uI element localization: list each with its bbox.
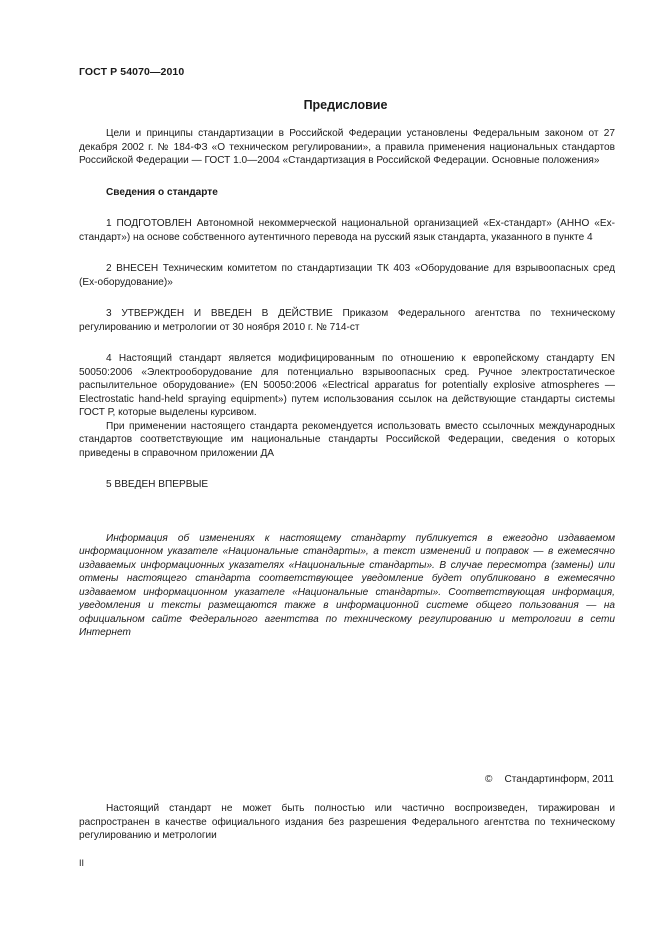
- amendments-info-paragraph: Информация об изменениях к настоящему стандарту публикуется в ежегодно издаваемом информационном указателе «Национальные стандарты», а текст изменений и поправок — в ежемесячно издаваемых информационных указателях «Национальные стандарты». В случае пересмотра (замены) или отмены настоящего стандарта соответствующее уведомление будет опубликовано в ежемесячно издаваемом информационном указателе «Национальные стандарты». Соответствующая информация, уведомления и тексты размещаются также в информационной системе общего пользования — на официальном сайте Федерального агентства по техническому регулированию и метрологии в сети Интернет: [79, 532, 615, 638]
- page-number: II: [79, 858, 85, 868]
- intro-paragraph: Цели и принципы стандартизации в Российской Федерации установлены Федеральным законом от 27 декабря 2002 г. № 184-ФЗ «О техническом регулировании», а правила применения национальных стандартов Российской Федерации — ГОСТ 1.0—2004 «Стандартизация в Российской Федерации. Основные положения»: [79, 128, 615, 166]
- copyright-text: Стандартинформ, 2011: [504, 774, 614, 785]
- page-title: Предисловие: [303, 98, 388, 112]
- item-5-paragraph: 5 ВВЕДЕН ВПЕРВЫЕ: [106, 479, 209, 490]
- item-4-continuation: При применении настоящего стандарта рекомендуется использовать вместо ссылочных международных стандартов соответствующие им национальные стандарты Российской Федерации, сведения о которых приведены в справочном приложении ДА: [79, 420, 615, 459]
- section-title: Сведения о стандарте: [106, 186, 218, 198]
- document-id-header: ГОСТ Р 54070—2010: [79, 66, 185, 78]
- document-body: [79, 127, 615, 640]
- item-2-paragraph: 2 ВНЕСЕН Техническим комитетом по стандартизации ТК 403 «Оборудование для взрывоопасных сред (Ех-оборудование)»: [79, 263, 615, 288]
- copyright-icon: ©: [485, 774, 493, 785]
- item-3-paragraph: 3 УТВЕРЖДЕН И ВВЕДЕН В ДЕЙСТВИЕ Приказом Федерального агентства по техническому регулированию и метрологии от 30 ноября 2010 г. № 714-ст: [79, 308, 615, 333]
- copyright-line: [485, 774, 614, 785]
- item-4-paragraph: 4 Настоящий стандарт является модифицированным по отношению к европейскому стандарту EN 50050:2006 «Электрооборудование для потенциально взрывоопасных сред. Ручное электростатическое распылительное оборудование» (EN 50050:2006 «Electrical apparatus for potentially explosive atmospheres — Electrostatic hand-held spraying equipment») путем использования ссылок на действующие стандарты системы ГОСТ Р, которые выделены курсивом.: [79, 353, 615, 418]
- item-1-paragraph: 1 ПОДГОТОВЛЕН Автономной некоммерческой национальной организацией «Ех-стандарт» (АННО «Ех-стандарт») на основе собственного аутентичного перевода на русский язык стандарта, указанного в пункте 4: [79, 218, 615, 243]
- notice-paragraph: Настоящий стандарт не может быть полностью или частично воспроизведен, тиражирован и распространен в качестве официального издания без разрешения Федерального агентства по техническому регулированию и метрологии: [79, 803, 615, 841]
- reproduction-notice: [79, 802, 615, 843]
